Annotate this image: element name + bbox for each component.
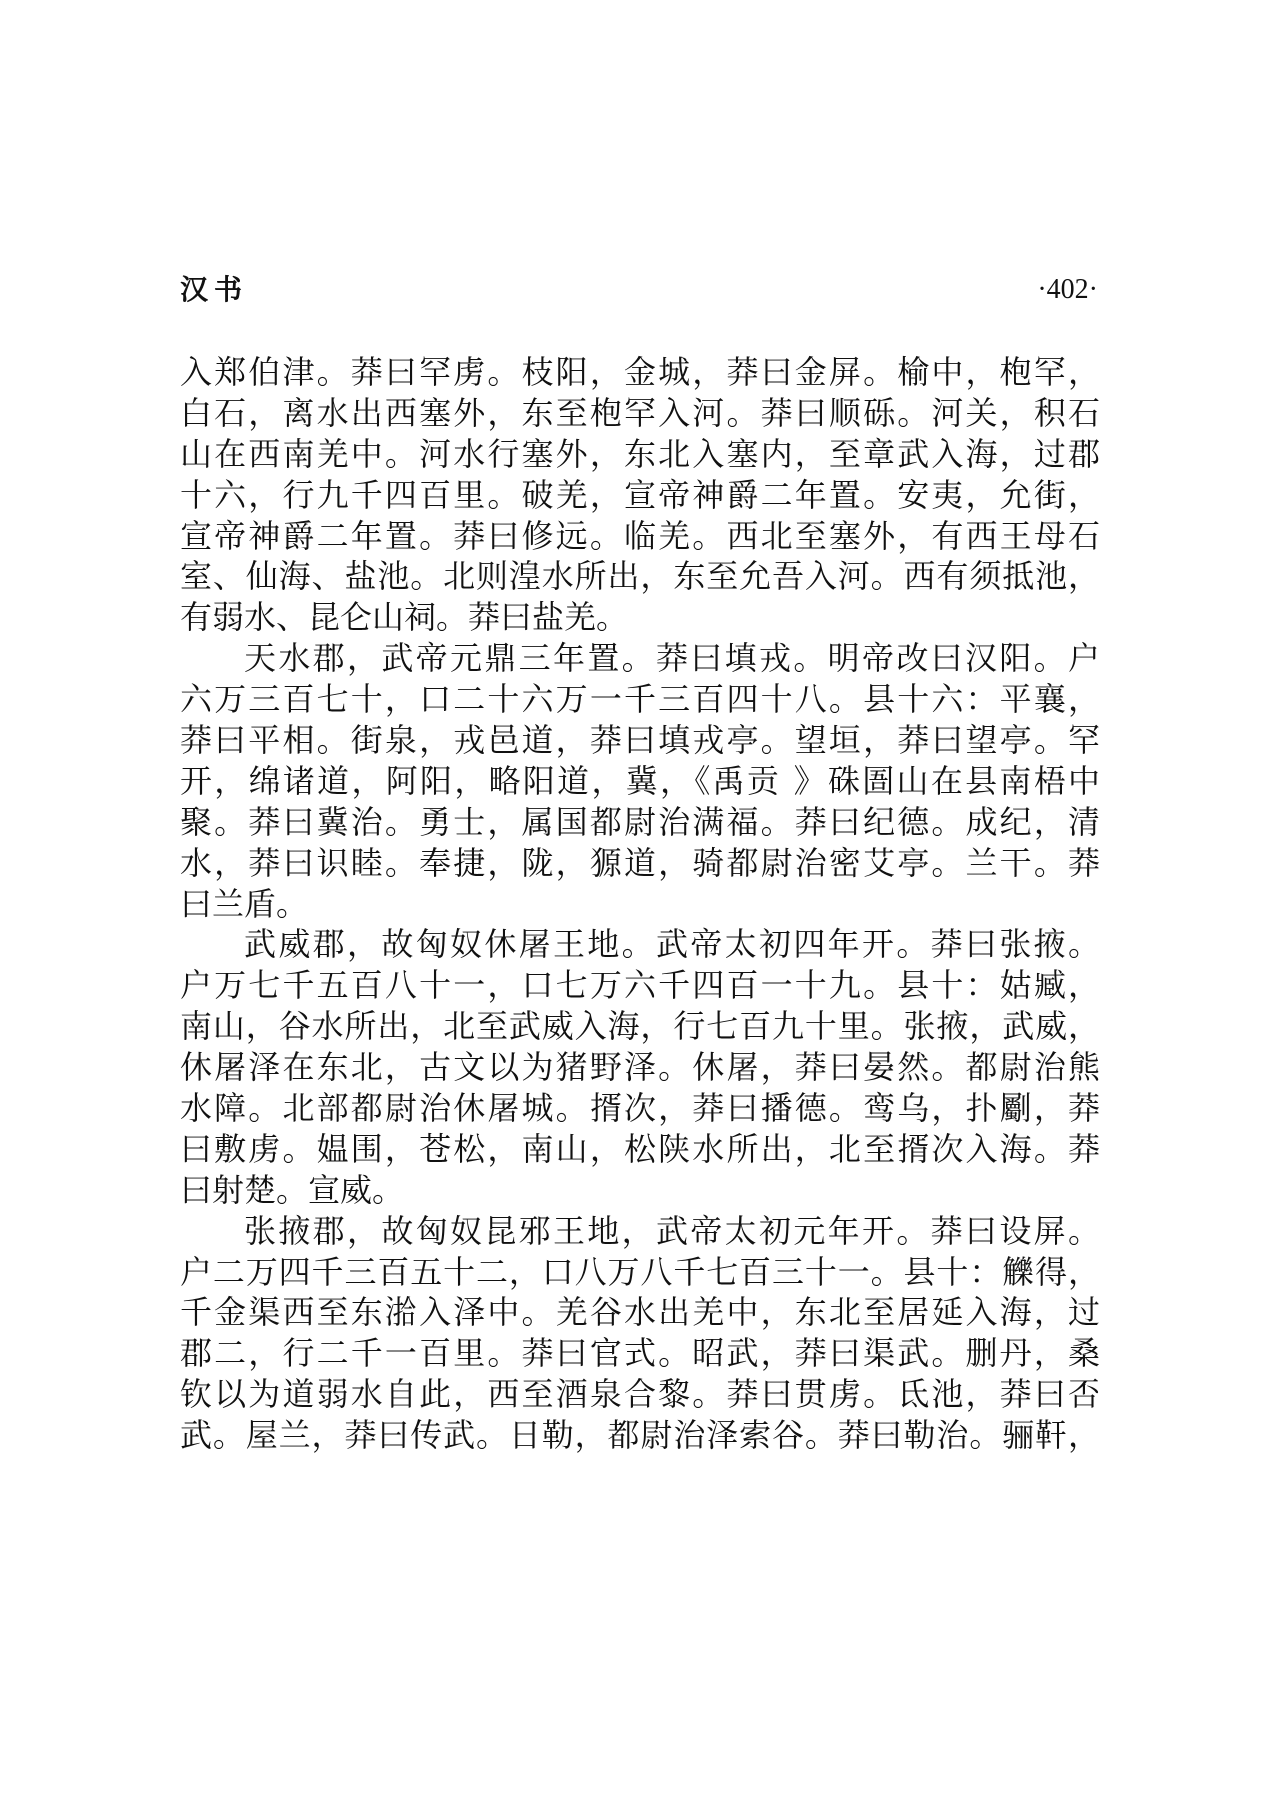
text-line: 南山，谷水所出，北至武威入海，行七百九十里。张掖，武威， [180, 1007, 1100, 1046]
text-line: 户二万四千三百五十二，口八万八千七百三十一。县十：觻得， [180, 1252, 1100, 1291]
text-line: 水，莽曰识睦。奉捷，陇，獂道，骑都尉治密艾亭。兰干。莽 [180, 843, 1100, 882]
text-line: 六万三百七十，口二十六万一千三百四十八。县十六：平襄， [180, 680, 1100, 719]
text-line: 郡二，行二千一百里。莽曰官式。昭武，莽曰渠武。删丹，桑 [180, 1334, 1100, 1373]
text-line: 白石，离水出西塞外，东至枹罕入河。莽曰顺砾。河关，积石 [180, 393, 1100, 432]
text-line: 武。屋兰，莽曰传武。日勒，都尉治泽索谷。莽曰勒治。骊靬， [180, 1416, 1100, 1455]
text-line: 入郑伯津。莽曰罕虏。枝阳，金城，莽曰金屏。榆中，枹罕， [180, 353, 1100, 391]
text-line: 休屠泽在东北，古文以为猪野泽。休屠，莽曰晏然。都尉治熊 [180, 1048, 1100, 1087]
text-line: 开，绵诸道，阿阳，略阳道，冀，《禹贡 》硃圄山在县南梧中 [180, 761, 1100, 800]
text-line: 山在西南羌中。河水行塞外，东北入塞内，至章武入海，过郡 [180, 434, 1100, 473]
text-line: 莽曰平相。街泉，戎邑道，莽曰填戎亭。望垣，莽曰望亭。罕 [180, 721, 1100, 760]
text-line: 宣帝神爵二年置。莽曰修远。临羌。西北至塞外，有西王母石 [180, 516, 1100, 555]
text-line: 曰敷虏。媪围，苍松，南山，松陕水所出，北至揟次入海。莽 [180, 1129, 1100, 1168]
page-header [180, 268, 1098, 312]
text-line: 水障。北部都尉治休屠城。揟次，莽曰播德。鸾乌，扑劚，莽 [180, 1089, 1100, 1128]
text-line: 十六，行九千四百里。破羌，宣帝神爵二年置。安夷，允街， [180, 475, 1100, 514]
book-title: 汉书 [180, 273, 249, 306]
text-line: 室、仙海、盐池。北则湟水所出，东至允吾入河。西有须抵池， [180, 557, 1100, 596]
text-line: 钦以为道弱水自此，西至酒泉合黎。莽曰贯虏。氐池，莽曰否 [180, 1375, 1100, 1414]
text-line: 曰射楚。宣威。 [180, 1170, 405, 1209]
body-text [180, 352, 1100, 1456]
text-line: 户万七千五百八十一，口七万六千四百一十九。县十：姑臧， [180, 966, 1100, 1005]
text-line: 曰兰盾。 [180, 884, 309, 923]
paragraph-start-line: 武威郡，故匈奴休屠王地。武帝太初四年开。莽曰张掖。 [244, 925, 1100, 964]
text-line: 聚。莽曰冀治。勇士，属国都尉治满福。莽曰纪德。成纪，清 [180, 802, 1100, 841]
text-line: 千金渠西至东湁入泽中。羌谷水出羌中，东北至居延入海，过 [180, 1293, 1100, 1332]
page-number: ·402· [1037, 274, 1098, 305]
paragraph-start-line: 张掖郡，故匈奴昆邪王地，武帝太初元年开。莽曰设屏。 [244, 1211, 1100, 1250]
text-line: 有弱水、昆仑山祠。莽曰盐羌。 [180, 598, 629, 637]
paragraph-start-line: 天水郡，武帝元鼎三年置。莽曰填戎。明帝改曰汉阳。户 [244, 639, 1100, 678]
